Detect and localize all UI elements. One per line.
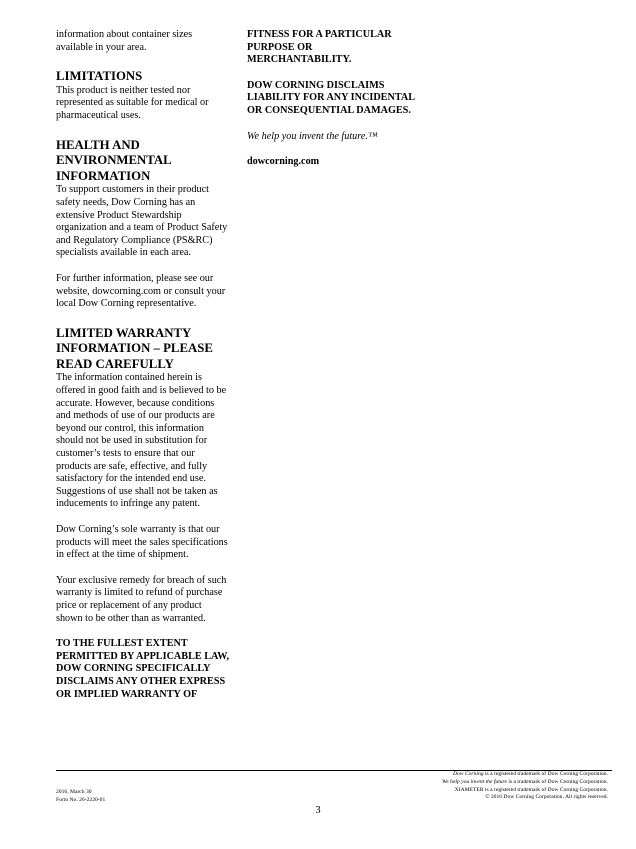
limitations-heading: LIMITATIONS — [56, 69, 143, 84]
health-heading: HEALTH AND ENVIRONMENTAL INFORMATION — [56, 137, 171, 183]
trademark-line-3: XIAMETER is a registered trademark of Dow Corning Corporation. — [454, 786, 608, 793]
warranty-heading: LIMITED WARRANTY INFORMATION – PLEASE READ CAREFULLY — [56, 325, 213, 371]
trademark-line-1 — [308, 771, 608, 779]
page-number: 3 — [315, 805, 321, 816]
warranty-body-1: The information contained herein is offered in good faith and is believed to be accurate. However, because conditions and methods of use of our products are beyond our control, this information should not be used in substitution for customer’s tests to ensure that our products are safe, effective, and fully satisfactory for the intended end use. Suggestions of use shall not be taken as inducements to infringe any patent. — [56, 372, 227, 510]
intro-text: information about container sizes available in your area. — [56, 29, 193, 53]
footer-form-number: Form No. 26-2220-01 — [56, 796, 106, 803]
trademark-1-text: is a registered trademark of Dow Corning Corporation. — [483, 771, 608, 777]
health-body-1: To support customers in their product safety needs, Dow Corning has an extensive Product Stewardship organization and a team of Product Safety and Regulatory Compliance (PS&RC) specialists available in each area. — [56, 184, 228, 259]
health-body-2: For further information, please see our website, dowcorning.com or consult your local Dow Corning representative. — [56, 272, 226, 310]
warranty-body-3: Your exclusive remedy for breach of such warranty is limited to refund of purchase price or replacement of any product shown to be other than as warranted. — [56, 574, 227, 624]
warranty-disclaimer: TO THE FULLEST EXTENT PERMITTED BY APPLICABLE LAW, DOW CORNING SPECIFICALLY DISCLAIMS ANY OTHER EXPRESS OR IMPLIED WARRANTY OF — [56, 638, 230, 700]
trademark-line-2 — [308, 779, 608, 787]
disclaimer-continued: FITNESS FOR A PARTICULAR PURPOSE OR MERCHANTABILITY. — [247, 29, 392, 66]
trademark-2-name: We help you invent the future — [442, 778, 508, 785]
trademark-1-name: Dow Corning — [452, 771, 484, 777]
liability-disclaimer: DOW CORNING DISCLAIMS LIABILITY FOR ANY INCIDENTAL OR CONSEQUENTIAL DAMAGES. — [247, 79, 415, 116]
footer-date: 2016, March 30 — [56, 789, 92, 795]
limitations-body: This product is neither tested nor represented as suitable for medical or pharmaceutical uses. — [56, 84, 209, 121]
left-column — [56, 29, 230, 701]
warranty-body-2: Dow Corning’s sole warranty is that our products will meet the sales specifications in effect at the time of shipment. — [56, 524, 228, 561]
footer-left — [56, 789, 105, 805]
right-column — [247, 29, 417, 169]
trademark-2-text: is a trademark of Dow Corning Corporation. — [507, 778, 608, 785]
footer-trademarks — [308, 771, 608, 802]
website-link[interactable]: dowcorning.com — [247, 156, 320, 168]
copyright-line: © 2016 Dow Corning Corporation. All rights reserved. — [485, 794, 608, 801]
tagline: We help you invent the future.™ — [247, 130, 378, 142]
